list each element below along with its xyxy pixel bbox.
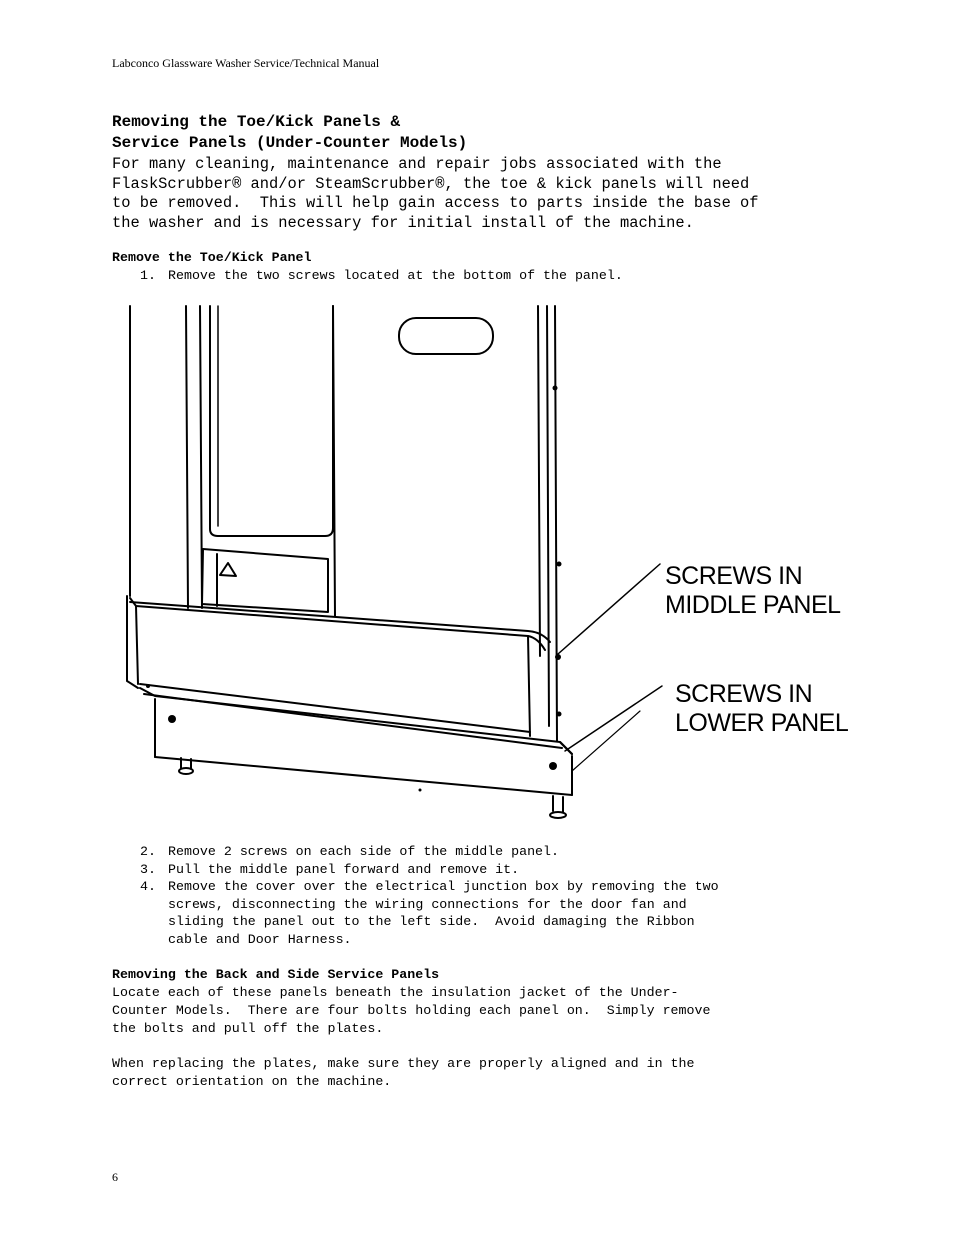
paragraph-line: Locate each of these panels beneath the insulation jacket of the Under- [112,985,679,1000]
service-panels-paragraph-2 [112,1055,695,1091]
step-2-text: Remove 2 screws on each side of the middle panel. [168,844,559,859]
callout-lower-line-1: SCREWS IN [675,680,813,708]
step-4-line: cable and Door Harness. [168,931,352,947]
section-title-line-1: Removing the Toe/Kick Panels & [112,113,401,131]
step-1-text: Remove the two screws located at the bottom of the panel. [168,268,623,283]
paragraph-line: the bolts and pull off the plates. [112,1020,384,1036]
intro-line: to be removed. This will help gain access to parts inside the base of [112,194,759,212]
paragraph-line: When replacing the plates, make sure they are properly aligned and in the [112,1056,695,1071]
step-4-number: 4. [140,879,156,894]
step-4-line: Remove the cover over the electrical junction box by removing the two [168,879,719,894]
intro-line: For many cleaning, maintenance and repair jobs associated with the [112,155,722,173]
step-3-text: Pull the middle panel forward and remove it. [168,862,520,877]
step-1-number: 1. [140,268,156,283]
service-panels-heading: Removing the Back and Side Service Panels [112,967,440,982]
paragraph-line: correct orientation on the machine. [112,1073,392,1089]
step-4-line: sliding the panel out to the left side. Avoid damaging the Ribbon [168,914,695,929]
step-2-number: 2. [140,844,156,859]
service-panels-paragraph-1 [112,984,710,1037]
intro-line: the washer and is necessary for initial install of the machine. [112,213,694,232]
section-title [112,112,467,154]
step-3-number: 3. [140,862,156,877]
callout-middle-line-1: SCREWS IN [665,562,803,590]
intro-line: FlaskScrubber® and/or SteamScrubber®, the toe & kick panels will need [112,174,750,193]
callout-lower-line-2: LOWER PANEL [675,709,849,737]
section-title-line-2: Service Panels (Under-Counter Models) [112,134,468,152]
washer-base-diagram [110,296,850,836]
toe-kick-heading: Remove the Toe/Kick Panel [112,250,312,265]
running-header: Labconco Glassware Washer Service/Technical Manual [112,56,380,70]
step-4-text [168,878,719,948]
step-4-line: screws, disconnecting the wiring connections for the door fan and [168,896,687,912]
callout-middle-line-2: MIDDLE PANEL [665,591,841,619]
page-number: 6 [112,1170,118,1184]
intro-paragraph [112,155,872,233]
paragraph-line: Counter Models. There are four bolts holding each panel on. Simply remove [112,1002,711,1018]
